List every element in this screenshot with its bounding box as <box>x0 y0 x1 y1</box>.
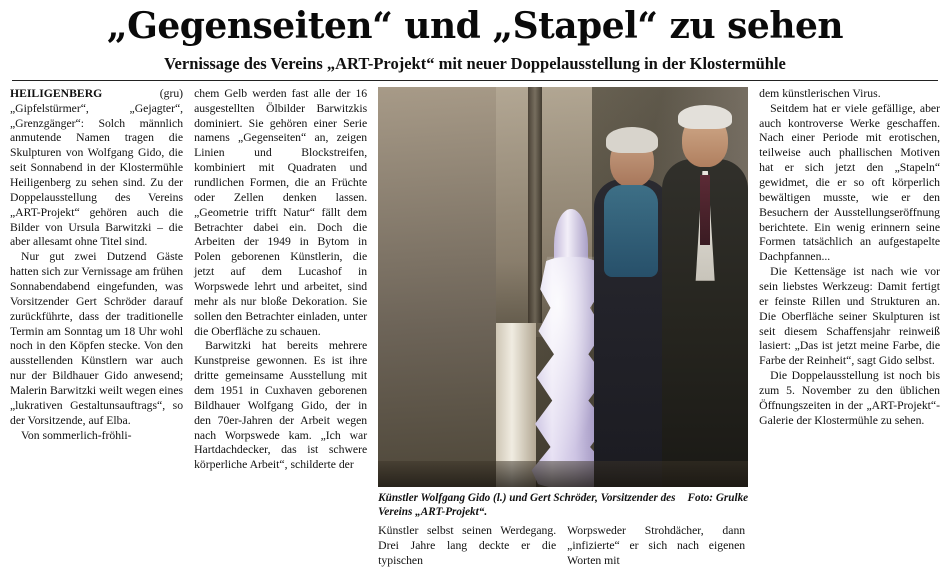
page-bottom-edge <box>0 569 950 575</box>
text-column-5 <box>759 87 940 429</box>
photo-doorframe <box>528 87 542 323</box>
photo-column <box>378 87 748 569</box>
person-hair <box>678 105 732 129</box>
paragraph-text: Von sommerlich-fröhli- <box>21 428 132 442</box>
photo-wall-left <box>378 87 496 487</box>
paragraph-text: „Gipfelstürmer“, „Gejagter“, „Grenzgänger“: Solch männlich anmutende Namen tragen die Skulpturen von Wolfgang Gido, die seit Sonnabend in der Klostermühle Heiligenberg zu sehen sind. Zu der Doppelausstellung des Vereins „ART-Projekt“ gehören auch die Bilder von Ursula Barwitzki – die aber allesamt ohne Titel sind. <box>10 101 184 249</box>
article-photo <box>378 87 748 487</box>
page-title: „Gegenseiten“ und „Stapel“ zu sehen <box>106 5 844 47</box>
below-photo-columns <box>378 524 748 569</box>
person-scarf <box>604 185 658 277</box>
person-wolfgang-gido <box>594 179 670 487</box>
paragraph-text: Seitdem hat er viele gefällige, aber auch kontroverse Werke geschaffen. Nach einer Periode mit erotischen, teilweise auch phallischen Motiven hat er sich jetzt den „Stapeln“ gewidmet, die er so oft körperlich bewältigen musste, wie er den Besuchern der Ausstellungseröffnung berichtete. Ein wenig erinnern seine Formen tatsächlich an aufgestapelte Dachpfannen... <box>759 101 941 264</box>
person-gert-schroeder <box>662 159 748 487</box>
photo-caption <box>378 491 748 519</box>
text-column-2 <box>194 87 367 473</box>
lead-paragraph <box>10 87 183 250</box>
photo-caption-text: Künstler Wolfgang Gido (l.) und Gert Schröder, Vorsitzender des Vereins „ART-Projekt“. <box>378 491 676 518</box>
paragraph-text: Die Doppelausstellung ist noch bis zum 5. November zu den üblichen Öffnungszeiten in der „ART-Projekt“-Galerie der Klostermühle zu sehen. <box>759 369 941 427</box>
text-column-4 <box>567 524 745 569</box>
subheadline: Vernissage des Vereins „ART-Projekt“ mit neuer Doppelausstellung in der Klostermühle <box>164 53 786 73</box>
paragraph-text: dem künstlerischen Virus. <box>759 86 881 100</box>
agency-code: (gru) <box>159 86 184 100</box>
header-divider <box>12 80 938 81</box>
person-tie <box>700 175 710 245</box>
paragraph-text: chem Gelb werden fast alle der 16 ausgestellten Ölbilder Barwitzkis dominiert. Sie gehören einer Serie namens „Gegenseiten“ an, zeigen Linien und Blockstreifen, kombiniert mit Quadraten und rundlichen Formen, die an Früchte oder Zellen denken lassen. „Geometrie trifft Natur“ fällt dem Betrachter dabei ein. Doch die Arbeiten der 1949 in Bytom in Polen geborenen Künstlerin, die jetzt auf dem Lucashof in Worpswede lehrt und arbeitet, sind mehr als nur bloße Dekoration. Sie sollen den Betrachter einladen, unter die Oberfläche zu schauen. <box>194 86 368 338</box>
paragraph-text: Die Kettensäge ist nach wie vor sein liebstes Werkzeug: Damit fertigt er feinste Rillen und Strukturen an. Die Oberfläche seiner Skulpturen ist seit diesem Schaffensjahr reinweiß lasiert: „Das ist jetzt meine Farbe, die Farbe der Reinheit“, sagt Gido selbst. <box>759 265 941 368</box>
paragraph-text: Worpsweder Strohdächer, dann „infizierte“ er sich nach eigenen Worten mit <box>567 523 746 567</box>
article-columns <box>10 87 940 569</box>
person-hair <box>606 127 658 153</box>
photo-floor <box>378 461 748 487</box>
text-column-1 <box>10 87 183 444</box>
paragraph-text: Künstler selbst seinen Werdegang. Drei Jahre lang deckte er die typischen <box>378 523 557 567</box>
text-column-3 <box>378 524 556 569</box>
paragraph-text: Nur gut zwei Dutzend Gäste hatten sich zur Vernissage am frühen Sonnabendabend eingefunden, was Vorsitzender Gert Schröder darauf zurückführte, dass der traditionelle Termin am Sonntag um 18 Uhr wohl noch in den Köpfen stecke. Von den ausstellenden Künstlern war auch nur der Bildhauer Gido anwesend; Malerin Barwitzki weilt wegen eines „lukrativen Gestaltunsauftrags“, so der Vorsitzende, auf Elba. <box>10 250 184 427</box>
paragraph-text: Barwitzki hat bereits mehrere Kunstpreise gewonnen. Es ist ihre dritte gemeinsame Ausstellung mit dem 1951 in Cuxhaven geborenen Bildhauer Wolfgang Gido, der in den 70er-Jahren der Arbeit wegen nach Worpswede kam. „Ich war Hartdachdecker, das ist schwere körperliche Arbeit“, schilderte der <box>194 339 368 472</box>
photo-credit: Foto: Grulke <box>687 491 749 504</box>
dateline: HEILIGENBERG <box>10 86 103 100</box>
